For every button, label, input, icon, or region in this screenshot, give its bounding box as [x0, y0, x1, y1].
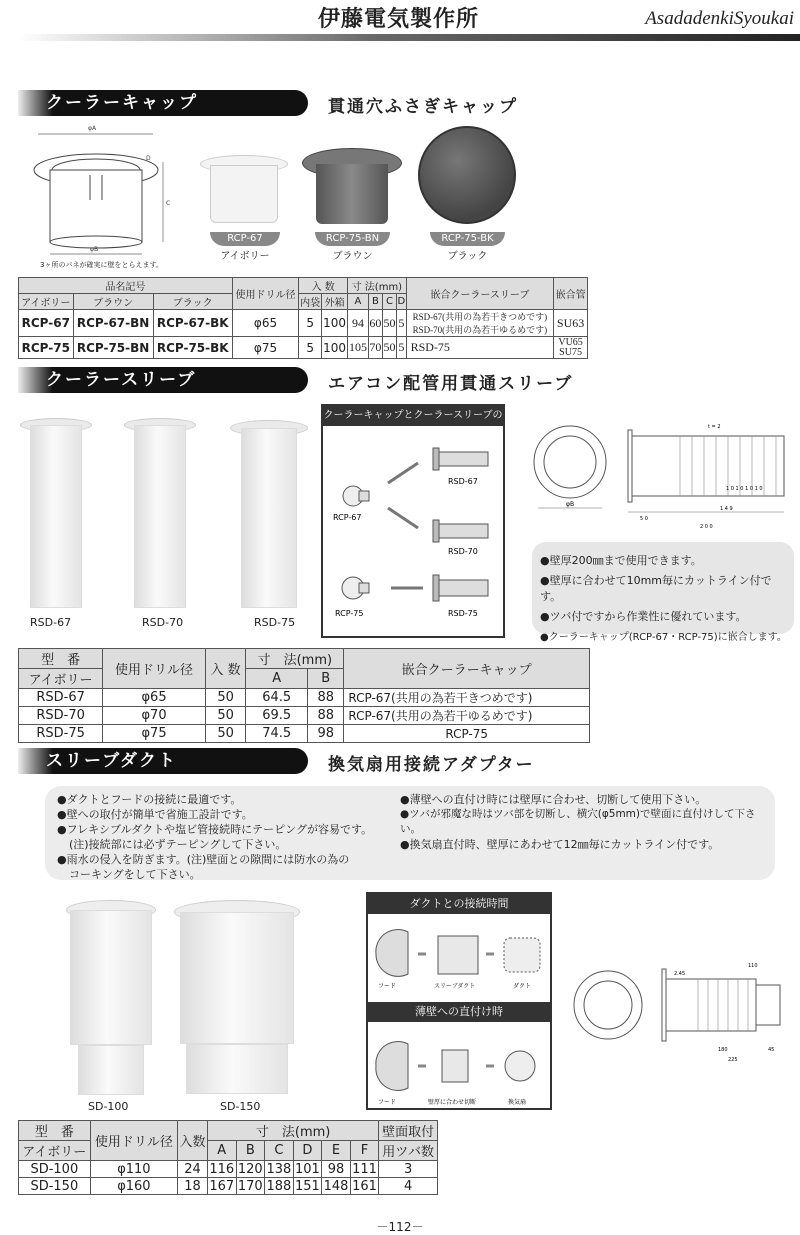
duct-dimension-drawing	[568, 955, 793, 1065]
feature-item: ●壁厚に合わせて10mm毎にカットライン付です。	[540, 574, 772, 603]
cell: 24	[178, 1161, 208, 1178]
product-code-rcp-75-bn: RCP-75-BN	[315, 232, 390, 246]
section-subtitle: 換気扇用接続アダプター	[328, 755, 535, 775]
col-header: 入 数	[299, 278, 348, 294]
col-header: A	[246, 669, 308, 689]
fit-diagram	[323, 428, 503, 638]
product-color-rcp-75-bn: ブラウン	[332, 251, 373, 262]
cell: 94	[348, 310, 369, 337]
cell: 64.5	[246, 689, 308, 707]
cell-line: RSD-70(共用の為若干ゆるめです)	[412, 325, 548, 335]
fit-cap2: RCP-75	[335, 609, 364, 618]
cell: RSD-75	[406, 337, 554, 359]
col-header: 使用ドリル径	[103, 649, 206, 689]
feature-item: ●雨水の侵入を防ぎます。(注)壁面との隙間には防水の為の	[57, 853, 350, 866]
draw-110: 110	[748, 963, 758, 969]
dim-label-a: φA	[88, 125, 97, 132]
cell: φ75	[232, 337, 298, 359]
cell: φ65	[232, 310, 298, 337]
cell: SD-100	[19, 1161, 91, 1178]
col-header: E	[322, 1141, 351, 1161]
col-header: 型 番	[19, 649, 103, 669]
cell: RCP-75	[19, 337, 74, 359]
col-header: A	[348, 294, 369, 310]
header-rule	[18, 34, 800, 41]
col-header: 壁面取付	[379, 1121, 438, 1141]
cell: 50	[382, 337, 396, 359]
product-rcp-75-bn	[302, 148, 402, 228]
col-header: 型 番	[19, 1121, 91, 1141]
cell: 4	[379, 1178, 438, 1195]
table-row	[19, 725, 590, 743]
sleeve-dimension-drawing	[530, 420, 800, 540]
cell: 100	[322, 337, 348, 359]
col-header: 寸 法(mm)	[348, 278, 406, 294]
cell: 50	[205, 689, 245, 707]
draw-45: 45	[768, 1047, 775, 1053]
product-label: RSD-70	[142, 616, 184, 629]
cell: 5	[299, 337, 322, 359]
product-color-rcp-67: アイボリー	[220, 251, 270, 262]
cell: 5	[397, 337, 406, 359]
col-header: 嵌合管	[554, 278, 588, 310]
product-label: SD-150	[220, 1100, 261, 1113]
cell: RCP-75-BN	[73, 337, 153, 359]
col-header: 使用ドリル径	[90, 1121, 177, 1161]
product-code-rcp-75-bk: RCP-75-BK	[430, 232, 505, 246]
draw-d149: 1 4 9	[720, 506, 733, 512]
col-header: アイボリー	[19, 294, 74, 310]
box-label: ダクト	[513, 983, 532, 990]
col-header: D	[293, 1141, 322, 1161]
cell: RCP-67-BN	[73, 310, 153, 337]
feature-item: ●ツバが邪魔な時はツバ部を切断し、横穴(φ5mm)で壁面に直付けして下さい。	[400, 808, 756, 835]
product-sd-100	[70, 910, 152, 1045]
cell: 74.5	[246, 725, 308, 743]
feature-item: コーキングをして下さい。	[69, 868, 201, 881]
cell: RCP-67-BK	[153, 310, 232, 337]
box-label: 壁厚に合わせ切断	[428, 1099, 477, 1106]
box-label: フード	[378, 1099, 396, 1106]
col-header: F	[350, 1141, 379, 1161]
section-bar-sleeve-duct	[18, 748, 308, 774]
col-header: B	[308, 669, 344, 689]
cell: 50	[205, 725, 245, 743]
dim-label-d: D	[146, 155, 151, 162]
col-header: 内袋	[299, 294, 322, 310]
cell: RCP-67(共用の為若干ゆるめです)	[344, 707, 590, 725]
cell: 167	[209, 1178, 235, 1194]
cell: RCP-67	[19, 310, 74, 337]
table-row	[19, 337, 588, 359]
feature-item: ●ツバ付ですから作業性に優れています。	[540, 610, 747, 623]
cell	[554, 337, 588, 359]
cell: RSD-75	[19, 725, 103, 743]
cell: 5	[299, 310, 322, 337]
draw-d50: 5 0	[640, 516, 648, 522]
feature-item: ●クーラーキャップ(RCP-67・RCP-75)に嵌合します。	[540, 632, 787, 643]
box-title: 薄壁への直付け時	[368, 1002, 550, 1022]
col-header: アイボリー	[19, 669, 103, 689]
product-rcp-75-bk	[418, 126, 516, 224]
section-subtitle: エアコン配管用貫通スリーブ	[328, 374, 574, 394]
product-code-rcp-67: RCP-67	[210, 232, 280, 246]
cell: 69.5	[246, 707, 308, 725]
cell: 188	[266, 1178, 292, 1194]
fit-s3: RSD-75	[448, 609, 478, 618]
cell-line: RSD-67(共用の為若干きつめです)	[412, 312, 548, 322]
cell: 161	[352, 1178, 377, 1194]
col-header: 寸 法(mm)	[246, 649, 344, 669]
cell: 18	[178, 1178, 208, 1195]
col-header: D	[397, 294, 406, 310]
box-title: クーラーキャップとクーラースリーブの嵌合	[323, 406, 503, 426]
col-header: 用ツバ数	[379, 1141, 438, 1161]
page-number: －112－	[376, 1220, 424, 1234]
section-bar-cooler-sleeve	[18, 367, 308, 393]
product-rsd-67	[30, 425, 82, 608]
col-header: B	[236, 1141, 265, 1161]
col-header: ブラウン	[73, 294, 153, 310]
diagram-note: 3ヶ所のバネが確実に壁をとらえます。	[40, 261, 163, 269]
cooler-cap-spec-table	[18, 277, 588, 359]
features-right	[400, 792, 770, 852]
cell: 170	[237, 1178, 263, 1194]
feature-item: (注)接続部には必ずテーピングして下さい。	[69, 838, 287, 851]
product-sd-150	[180, 912, 294, 1044]
cell: RCP-67(共用の為若干きつめです)	[344, 689, 590, 707]
draw-phi: φB	[566, 501, 575, 508]
cell: φ160	[90, 1178, 177, 1195]
cell: 3	[379, 1161, 438, 1178]
section-bar-cooler-cap	[18, 90, 308, 116]
cell: 120	[237, 1161, 263, 1177]
box-label: 換気扇	[508, 1099, 527, 1106]
fit-s2: RSD-70	[448, 547, 478, 556]
cell: RCP-75-BK	[153, 337, 232, 359]
section-title: クーラーキャップ	[46, 93, 198, 113]
section-title: スリーブダクト	[46, 751, 177, 771]
col-header: 使用ドリル径	[232, 278, 298, 310]
feature-item: ●換気扇直付時、壁厚にあわせて12㎜毎にカットライン付です。	[400, 838, 720, 851]
features-left	[57, 792, 397, 882]
cell-line: VU65	[558, 336, 583, 348]
box-label: スリーブダクト	[434, 983, 476, 990]
col-header: アイボリー	[19, 1141, 91, 1161]
cell: 148	[323, 1178, 349, 1194]
cell: 151	[295, 1178, 320, 1194]
cell: 50	[382, 310, 396, 337]
cell-line: SU75	[559, 346, 582, 358]
table-row	[19, 1161, 438, 1178]
draw-d200: 2 0 0	[700, 524, 713, 530]
cell: 116	[209, 1161, 235, 1177]
col-header: A	[207, 1141, 236, 1161]
duct-connection-box	[366, 892, 552, 1110]
cell: SD-150	[19, 1178, 91, 1195]
thin-wall-diagram	[368, 1024, 550, 1108]
duct-features	[45, 786, 775, 880]
product-rsd-75	[241, 428, 297, 608]
col-header: 入数	[178, 1121, 208, 1161]
feature-item: ●薄壁への直付け時には壁厚に合わせ、切断して使用下さい。	[400, 793, 707, 806]
cell: 98	[308, 725, 344, 743]
col-header: 嵌合クーラーキャップ	[344, 649, 590, 689]
cell: SU63	[554, 310, 588, 337]
fit-s1: RSD-67	[448, 477, 478, 486]
cell: φ70	[103, 707, 206, 725]
product-rsd-70	[134, 425, 186, 608]
product-color-rcp-75-bk: ブラック	[447, 251, 488, 262]
cooler-sleeve-spec-table	[18, 648, 590, 743]
cell: 105	[348, 337, 369, 359]
col-header: 品名記号	[19, 278, 233, 294]
table-row	[19, 707, 590, 725]
dim-label-b: φB	[90, 246, 99, 253]
cell: φ65	[103, 689, 206, 707]
cell	[406, 310, 554, 337]
dim-label-c: C	[166, 200, 171, 207]
draw-180: 180	[718, 1047, 728, 1053]
sleeve-features	[532, 542, 794, 643]
cell: 100	[322, 310, 348, 337]
cell: 138	[266, 1161, 292, 1177]
table-row	[19, 689, 590, 707]
col-header: B	[368, 294, 382, 310]
section-title: クーラースリーブ	[46, 370, 197, 390]
duct-connect-diagram	[368, 916, 550, 996]
company-title: 伊藤電気製作所	[318, 7, 480, 32]
feature-item: ●壁厚200㎜まで使用できます。	[540, 554, 702, 567]
product-label: RSD-75	[254, 616, 296, 629]
col-header: 外箱	[322, 294, 348, 310]
draw-225: 225	[728, 1057, 738, 1063]
draw-t: t = 2	[708, 424, 721, 430]
col-header: C	[382, 294, 396, 310]
cell: 88	[308, 689, 344, 707]
cell: 111	[352, 1161, 377, 1177]
cell: φ110	[90, 1161, 177, 1178]
table-row	[19, 310, 588, 337]
section-subtitle: 貫通穴ふさぎキャップ	[328, 97, 518, 117]
cell: RSD-70	[19, 707, 103, 725]
feature-item: ●フレキシブルダクトや塩ビ管接続時にテーピングが容易です。	[57, 823, 373, 836]
cell: 88	[308, 707, 344, 725]
col-header: 寸 法(mm)	[207, 1121, 378, 1141]
cell: 5	[397, 310, 406, 337]
feature-item: ●壁への取付が簡単で省施工設計です。	[57, 808, 253, 821]
feature-item: ●ダクトとフードの接続に最適です。	[57, 793, 242, 806]
product-sd-150-neck	[186, 1044, 288, 1094]
sleeve-duct-spec-table	[18, 1120, 438, 1195]
col-header: ブラック	[153, 294, 232, 310]
table-row	[19, 1178, 438, 1195]
product-label: SD-100	[88, 1100, 129, 1113]
cell: φ75	[103, 725, 206, 743]
col-header: C	[265, 1141, 294, 1161]
cap-sleeve-fit-box	[321, 404, 505, 638]
cell: 101	[295, 1161, 320, 1177]
product-rcp-67	[200, 155, 288, 225]
col-header: 嵌合クーラースリーブ	[406, 278, 554, 310]
col-header: 入 数	[205, 649, 245, 689]
product-label: RSD-67	[30, 616, 72, 629]
draw-d10: 1 0 1 0 1 0 1 0	[726, 486, 763, 492]
fit-cap1: RCP-67	[333, 513, 362, 522]
box-label: フード	[378, 983, 396, 990]
cell: 60	[368, 310, 382, 337]
cell: 50	[205, 707, 245, 725]
product-sd-100-neck	[78, 1045, 144, 1095]
cell: 70	[368, 337, 382, 359]
cap-dimension-drawing	[28, 120, 198, 270]
cell: RCP-75	[344, 725, 590, 743]
company-en-title: AsadadenkiSyoukai	[645, 8, 794, 29]
cell: 98	[322, 1161, 351, 1178]
box-title: ダクトとの接続時間	[368, 894, 550, 914]
draw-245: 2.45	[674, 971, 686, 977]
cell: RSD-67	[19, 689, 103, 707]
